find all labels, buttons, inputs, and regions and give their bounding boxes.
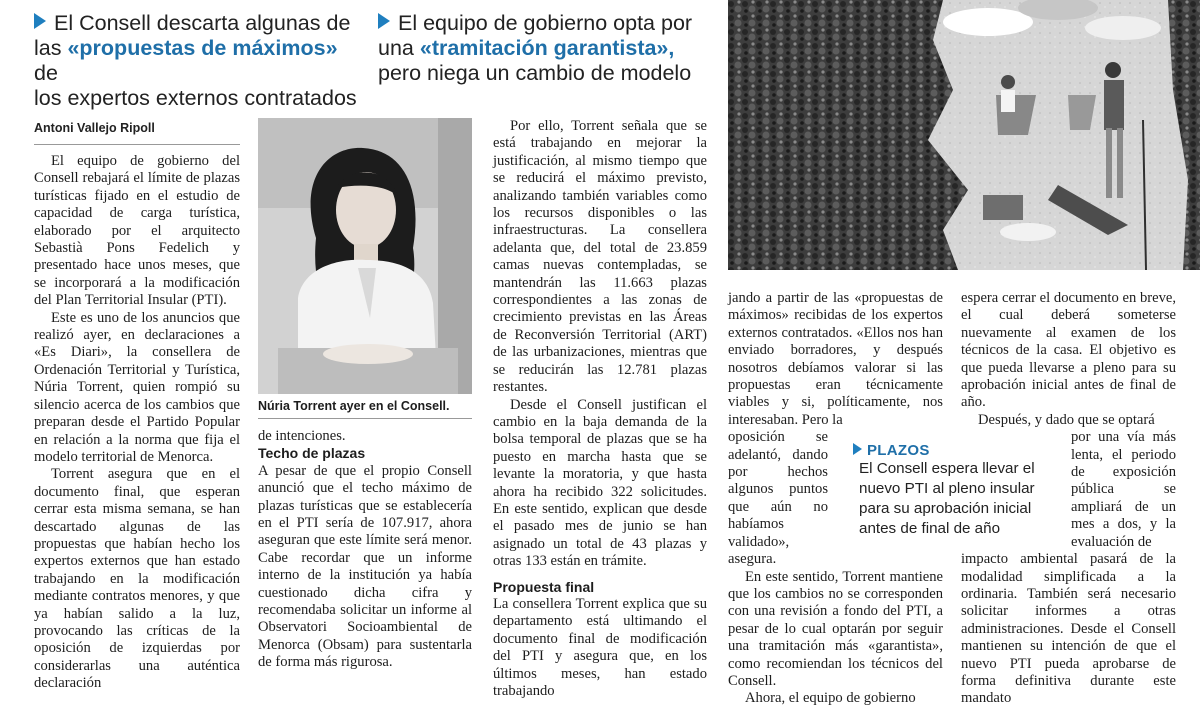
paragraph: Este es uno de los anuncios que realizó ayer, en declaraciones a «Es Diari», la consellera de Ordenación Territorial y Turística, Núria Torrent, quien rompió su silencio acerca de los cambios que preparan desde el Partido Popular en relación a la norma que fija el modelo territorial de Menorca.: [34, 309, 240, 465]
photo-caption: Núria Torrent ayer en el Consell.: [258, 399, 450, 413]
triangle-bullet-icon: [853, 443, 862, 455]
paragraph: jando a partir de las «propuestas de máximos» recibidas de los expertos externos contratados. «Ellos nos han enviado borradores, y después nosotros debíamos valorar si las propuestas eran técnicamente viables y si, políticamente, nos interesaban. Pero la: [728, 290, 943, 428]
paragraph: Torrent asegura que en el documento final, que esperan cerrar esta misma semana, se han descartado algunas de las propuestas que habían hecho los expertos externos que han estado trabajando en la modificación mediante contratos menores, y que ya habían salido a la luz, provocando las críticas de la oposición de izquierdas por considerarlas una auténtica declaración: [34, 466, 240, 692]
triangle-bullet-icon: [378, 13, 390, 29]
beach-photo: [728, 0, 1200, 270]
paragraph: por una vía más lenta, el periodo de exposición pública se ampliará de un mes a dos, y la evaluación de: [1071, 429, 1176, 550]
paragraph: En este sentido, Torrent mantiene que los cambios no se corresponden con una revisión a fondo del PTI, a pesar de lo cual optarán por seguir una tramitación más «garantista», como recomiendan los técnicos del Consell.: [728, 568, 943, 689]
callout-text: El Consell espera llevar el nuevo PTI al pleno insular para su aprobación inicial antes de final de año: [859, 460, 1035, 537]
deck-right: El equipo de gobierno opta por una «tramitación garantista», pero niega un cambio de modelo: [378, 11, 693, 85]
paragraph: espera cerrar el documento en breve, el cual deberá someterse nuevamente al examen de los técnicos de la casa. El objetivo es que pueda llevarse a pleno para su aprobación inicial antes de final de año.: [961, 290, 1176, 411]
subheading-techo: Techo de plazas: [258, 445, 366, 462]
byline: Antoni Vallejo Ripoll: [34, 121, 155, 135]
paragraph: impacto ambiental pasará de la modalidad simplificada a la ordinaria. También será necesario solicitar informes a otras administraciones. Desde el Consell mantienen su intención de que el nuevo PTI pueda aprobarse de forma definitiva durante este mandato: [961, 551, 1176, 707]
column-2: [258, 428, 472, 672]
paragraph: Por ello, Torrent señala que se está trabajando en mejorar la justificación, al mismo tiempo que se reducirá el máximo previsto, analizando también variables como los recursos disponibles o las infraestructuras. La consellera adelanta que, del total de 23.859 camas nuevas contempladas, se mantendrán las 11.663 plazas correspondientes a las zonas de crecimiento previstas en las Áreas de Reconversión Territorial (ART) de las urbanizaciones, mientras que se reducirán las 12.781 plazas restantes.: [493, 118, 707, 396]
caption-rule: [258, 418, 472, 419]
paragraph: La consellera Torrent explica que su departamento está ultimando el documento final de modificación del PTI y asegura que, en los últimos meses, han estado trabajando: [493, 595, 707, 699]
paragraph: oposición se adelantó, dando por hechos algunos puntos que aún no habíamos validado», asegura.: [728, 429, 828, 568]
column-1: [34, 153, 240, 693]
column-3: [493, 118, 707, 700]
paragraph: Desde el Consell justifican el cambio en la baja demanda de la bolsa temporal de plazas que se ha puesto en marcha hasta que se levante la moratoria, y que hasta ahora ha recibido 322 solicitudes. En este sentido, explican que desde el pasado mes de junio se han asignado un total de 43 plazas y otras 133 están en trámite.: [493, 396, 707, 570]
paragraph: El equipo de gobierno del Consell rebajará el límite de plazas turísticas fijado en el estudio de capacidad de carga turística, elaborado por el arquitecto Sebastià Pons Fedelich y presentado hace unos meses, que se incorporará a la modificación del Plan Territorial Insular (PTI).: [34, 153, 240, 309]
deck-left: El Consell descarta algunas de las «propuestas de máximos» de los expertos externos contratados: [34, 11, 357, 110]
subheading-propuesta: Propuesta final: [493, 578, 595, 595]
paragraph: de intenciones.: [258, 428, 346, 444]
triangle-bullet-icon: [34, 13, 46, 29]
paragraph: A pesar de que el propio Consell anunció que el techo máximo de plazas turísticas que se establecería en el PTI sería de 107.917, ahora aseguran que este límite será menor. Cabe recordar que un informe interno de la institución ya había cuestionado dicha cifra y recomendaba solicitar un informe al Observatori Socioambiental de Menorca (Obsam) para sustentarla de forma más rigurosa.: [258, 462, 472, 671]
paragraph: Ahora, el equipo de gobierno: [745, 690, 916, 707]
portrait-photo: [258, 118, 472, 394]
plazos-callout: PLAZOS El Consell espera llevar el nuevo PTI al pleno insular para su aprobación inicial antes de final de año: [845, 440, 1069, 543]
byline-rule: [34, 144, 240, 145]
paragraph: Después, y dado que se optará: [978, 411, 1155, 428]
